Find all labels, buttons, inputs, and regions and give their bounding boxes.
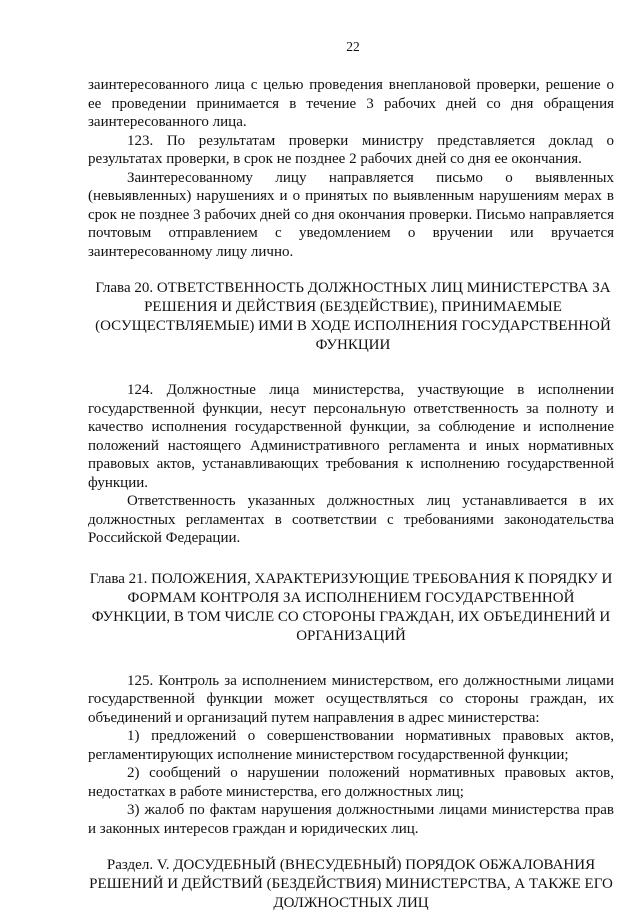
list-item-1: 1) предложений о совершенствовании нормативных правовых актов, регламентирующих исполнение министерством государственной функции; [88,728,614,763]
chapter-21-body [88,672,614,839]
chapter-20-heading: Глава 20. ОТВЕТСТВЕННОСТЬ ДОЛЖНОСТНЫХ ЛИЦ МИНИСТЕРСТВА ЗА РЕШЕНИЯ И ДЕЙСТВИЯ (БЕЗДЕЙСТВИЕ), ПРИНИМАЕМЫЕ (ОСУЩЕСТВЛЯЕМЫЕ) ИМИ В ХОДЕ ИСПОЛНЕНИЯ ГОСУДАРСТВЕННОЙ ФУНКЦИИ [95,280,611,353]
paragraph-123: 123. По результатам проверки министру представляется доклад о результатах проверки, в срок не позднее 2 рабочих дней со дня ее окончания. [88,132,614,167]
section-5-heading: Раздел. V. ДОСУДЕБНЫЙ (ВНЕСУДЕБНЫЙ) ПОРЯДОК ОБЖАЛОВАНИЯ РЕШЕНИЙ И ДЕЙСТВИЙ (БЕЗДЕЙСТВИЯ) МИНИСТЕРСТВА, А ТАКЖЕ ЕГО ДОЛЖНОСТНЫХ ЛИЦ [89,857,613,911]
chapter-20-body [88,381,614,548]
paragraph-responsibility: Ответственность указанных должностных лиц устанавливается в их должностных регламентах в соответствии с требованиями законодательства Российской Федерации. [88,493,614,546]
list-item-3: 3) жалоб по фактам нарушения должностными лицами министерства прав и законных интересов граждан и юридических лиц. [88,802,614,837]
chapter-21-heading: Глава 21. ПОЛОЖЕНИЯ, ХАРАКТЕРИЗУЮЩИЕ ТРЕБОВАНИЯ К ПОРЯДКУ И ФОРМАМ КОНТРОЛЯ ЗА ИСПОЛНЕНИЕМ ГОСУДАРСТВЕННОЙ ФУНКЦИИ, В ТОМ ЧИСЛЕ СО СТОРОНЫ ГРАЖДАН, ИХ ОБЪЕДИНЕНИЙ И ОРГАНИЗАЦИЙ [89,570,613,644]
paragraph-continuation: заинтересованного лица с целью проведения внеплановой проверки, решение о ее проведении принимается в течение 3 рабочих дней со дня обращения заинтересованного лица. [88,77,614,130]
paragraph-124: 124. Должностные лица министерства, участвующие в исполнении государственной функции, несут персональную ответственность за полноту и качество исполнения государственной функции, за соблюдение и исполнение положений настоящего Административного регламента и иных нормативных правовых актов, устанавливающих требования к исполнению государственной функции. [88,382,614,491]
paragraph-125: 125. Контроль за исполнением министерством, его должностными лицами государственной функции может осуществляться со стороны граждан, их объединений и организаций путем направления в адрес министерства: [88,672,614,726]
page-number: 22 [346,39,360,54]
paragraph-letter-notice: Заинтересованному лицу направляется письмо о выявленных (невыявленных) нарушениях и о принятых по выявленным нарушениям мерах в срок не позднее 3 рабочих дней со дня окончания проверки. Письмо направляется почтовым отправлением с уведомлением о вручении или вручается заинтересованному лицу лично. [88,169,614,260]
top-paragraphs [88,76,614,261]
list-item-2: 2) сообщений о нарушении положений нормативных правовых актов, недостатках в работе министерства, его должностных лиц; [88,765,614,800]
